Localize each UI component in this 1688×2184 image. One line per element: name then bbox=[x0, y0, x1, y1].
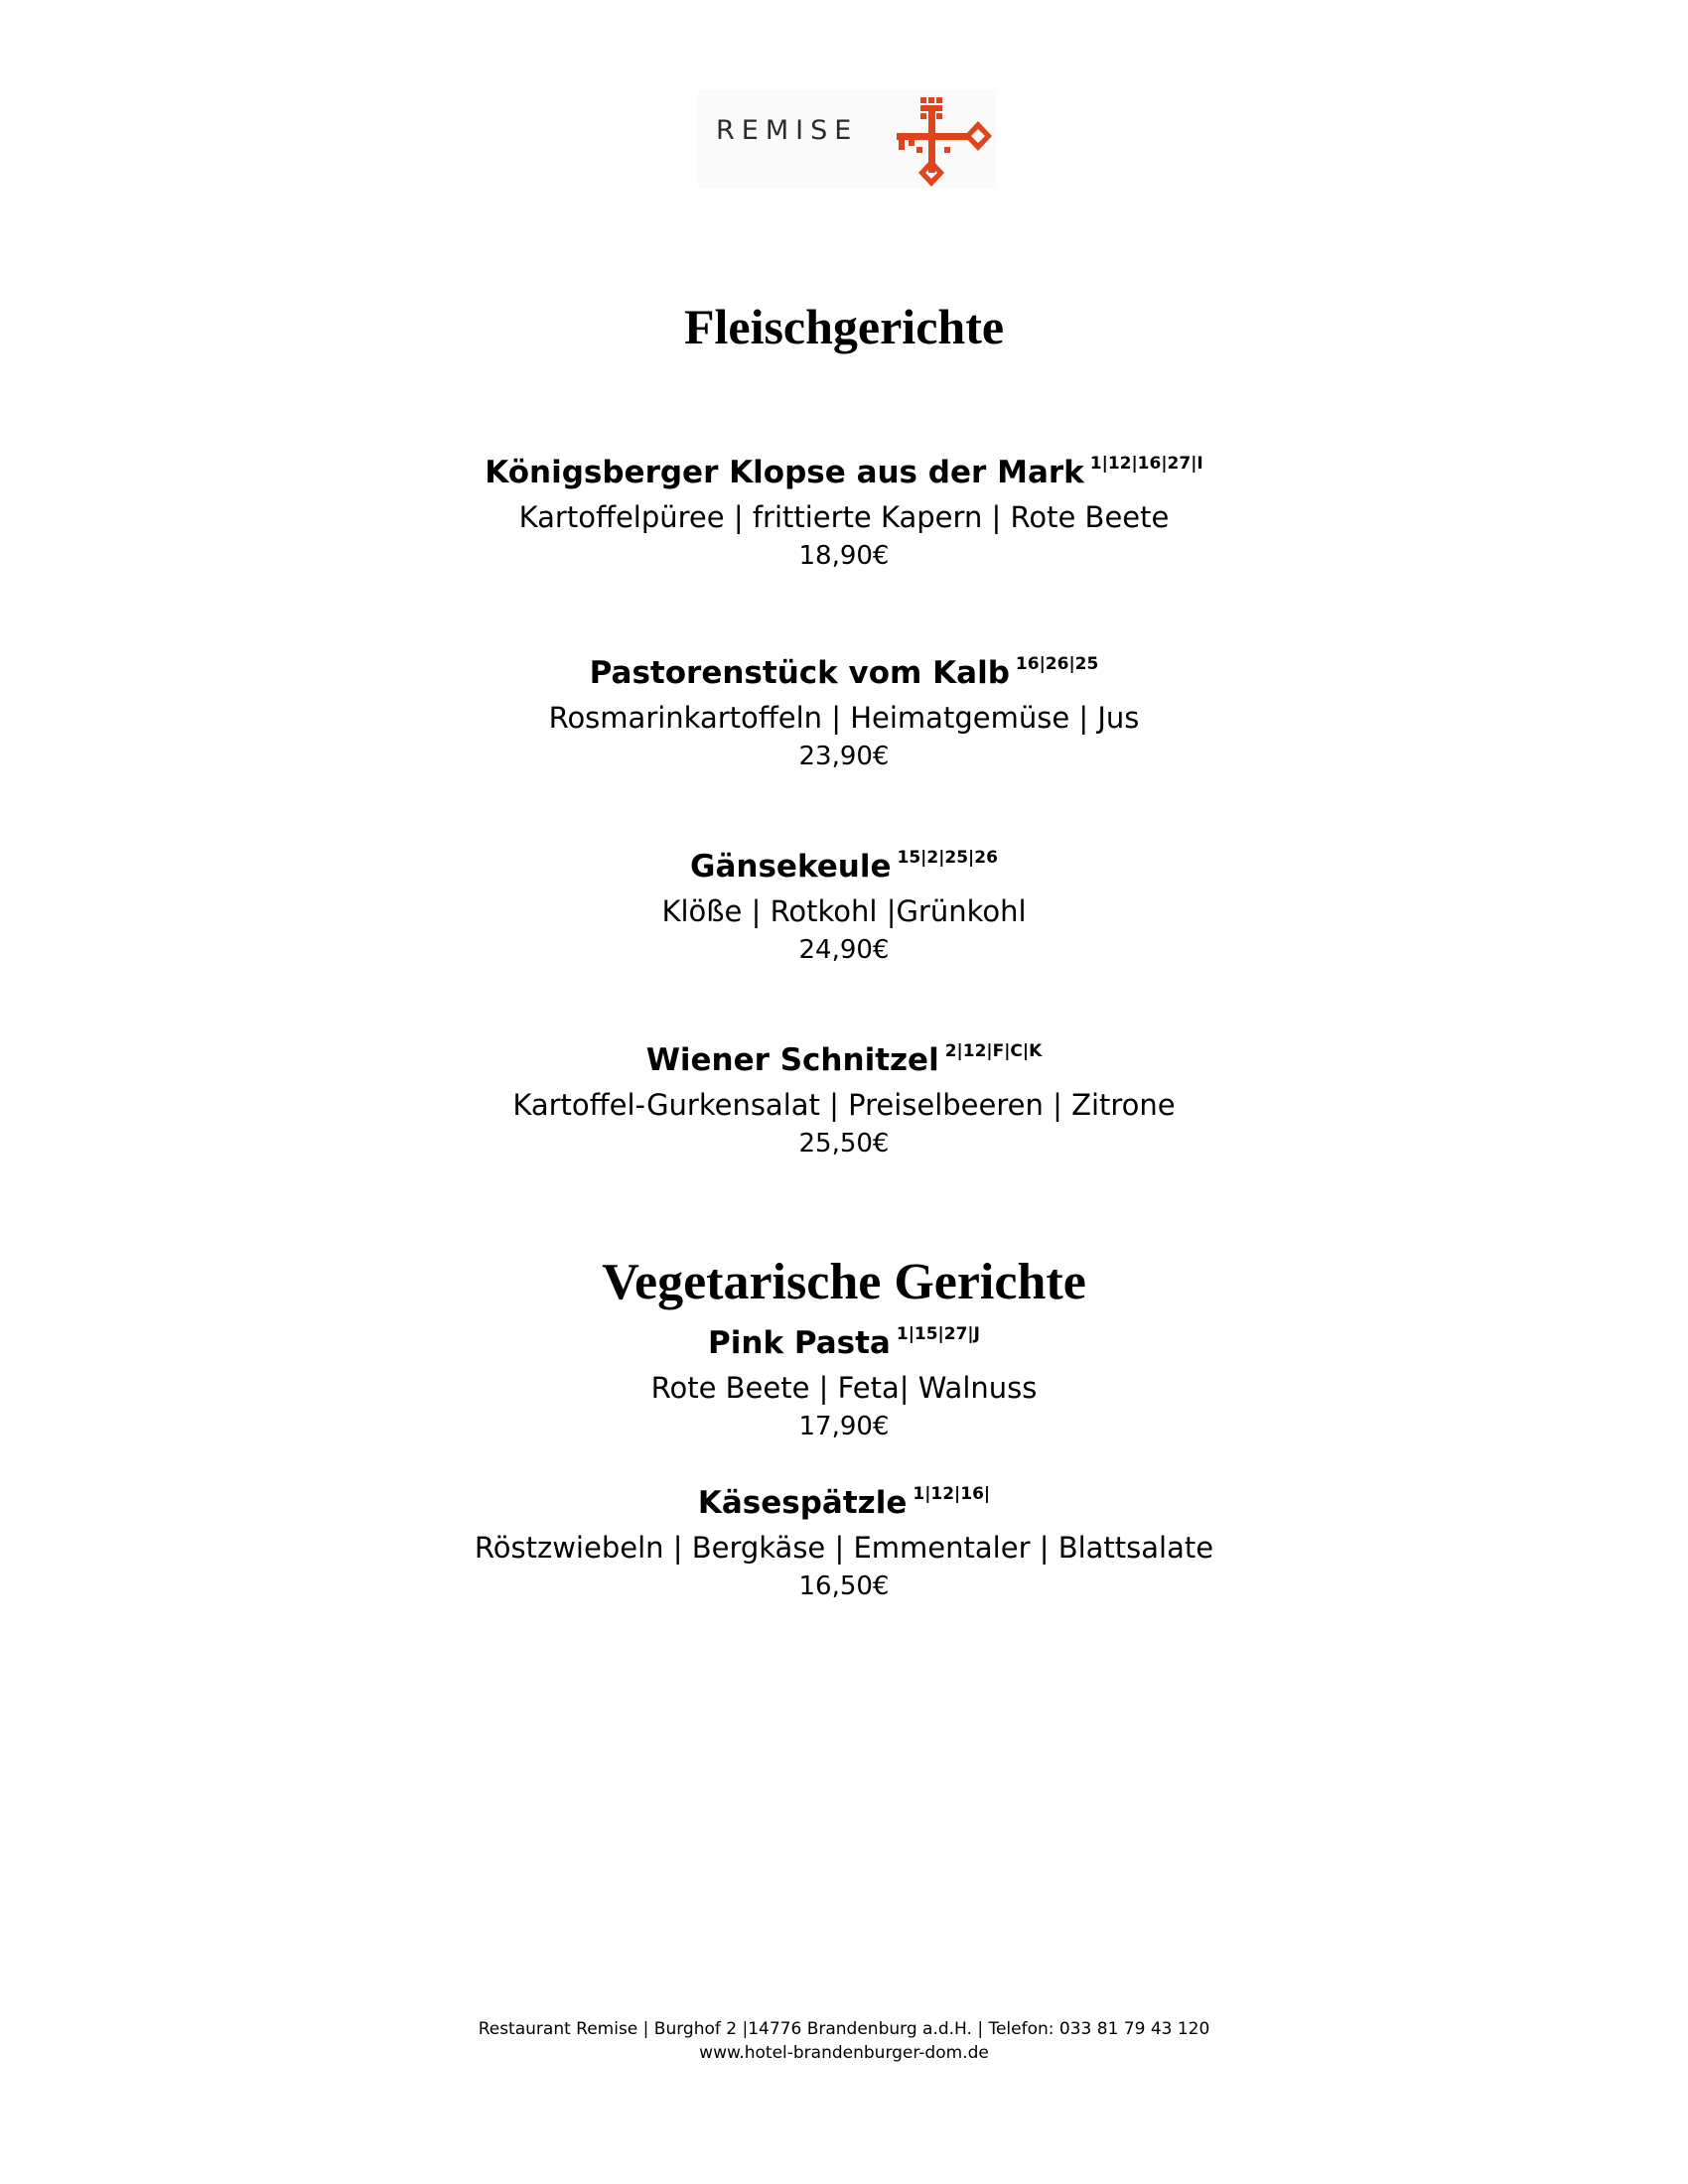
logo-text: REMISE bbox=[716, 115, 859, 146]
dish-price: 18,90€ bbox=[798, 541, 890, 571]
menu-item bbox=[0, 1483, 1688, 1605]
footer-website-link[interactable]: www.hotel-brandenburger-dom.de bbox=[699, 2043, 989, 2063]
allergen-codes: 2|12|F|C|K bbox=[944, 1041, 1043, 1061]
dish-name: Königsberger Klopse aus der Mark $^{1|12|16|27|I}$ bbox=[485, 454, 1203, 490]
logo bbox=[698, 89, 996, 189]
allergen-codes: 16|26|25 bbox=[1015, 654, 1099, 674]
dish-price: 16,50€ bbox=[798, 1571, 890, 1601]
dish-price: 25,50€ bbox=[798, 1129, 890, 1159]
footer bbox=[0, 2017, 1688, 2065]
dish-price: 24,90€ bbox=[798, 935, 890, 965]
dish-description: Klöße | Rotkohl |Grünkohl bbox=[661, 894, 1027, 928]
menu-item bbox=[0, 653, 1688, 775]
dish-name: Pink Pasta $^{1|15|27|J}$ bbox=[708, 1324, 980, 1361]
dish-price: 17,90€ bbox=[798, 1412, 890, 1441]
key-cross-icon bbox=[895, 89, 994, 189]
dish-description: Kartoffel-Gurkensalat | Preiselbeeren | Zitrone bbox=[512, 1088, 1176, 1122]
dish-name: Gänsekeule $^{15|2|25|26}$ bbox=[690, 848, 998, 885]
menu-item bbox=[0, 1040, 1688, 1162]
dish-description: Rote Beete | Feta| Walnuss bbox=[650, 1371, 1038, 1405]
section-title-vegetarian: Vegetarische Gerichte bbox=[602, 1254, 1086, 1310]
dish-description: Kartoffelpüree | frittierte Kapern | Rote Beete bbox=[518, 500, 1170, 534]
allergen-codes: 1|12|16|27|I bbox=[1089, 454, 1203, 474]
dish-description: Rosmarinkartoffeln | Heimatgemüse | Jus bbox=[548, 701, 1140, 735]
dish-price: 23,90€ bbox=[798, 742, 890, 771]
menu-item bbox=[0, 1323, 1688, 1445]
dish-name: Käsespätzle $^{1|12|16|}$ bbox=[697, 1484, 991, 1521]
menu-item bbox=[0, 847, 1688, 969]
menu-item bbox=[0, 453, 1688, 575]
section-title-meat: Fleischgerichte bbox=[683, 299, 1005, 354]
allergen-codes: 15|2|25|26 bbox=[897, 848, 998, 868]
footer-address: Restaurant Remise | Burghof 2 |14776 Brandenburg a.d.H. | Telefon: 033 81 79 43 120 bbox=[478, 2019, 1210, 2039]
allergen-codes: 1|12|16| bbox=[913, 1484, 991, 1504]
dish-name: Pastorenstück vom Kalb $^{16|26|25}$ bbox=[589, 654, 1099, 691]
allergen-codes: 1|15|27|J bbox=[896, 1324, 980, 1344]
dish-name: Wiener Schnitzel $^{2|12|F|C|K}$ bbox=[645, 1041, 1043, 1078]
dish-description: Röstzwiebeln | Bergkäse | Emmentaler | Blattsalate bbox=[474, 1531, 1214, 1565]
